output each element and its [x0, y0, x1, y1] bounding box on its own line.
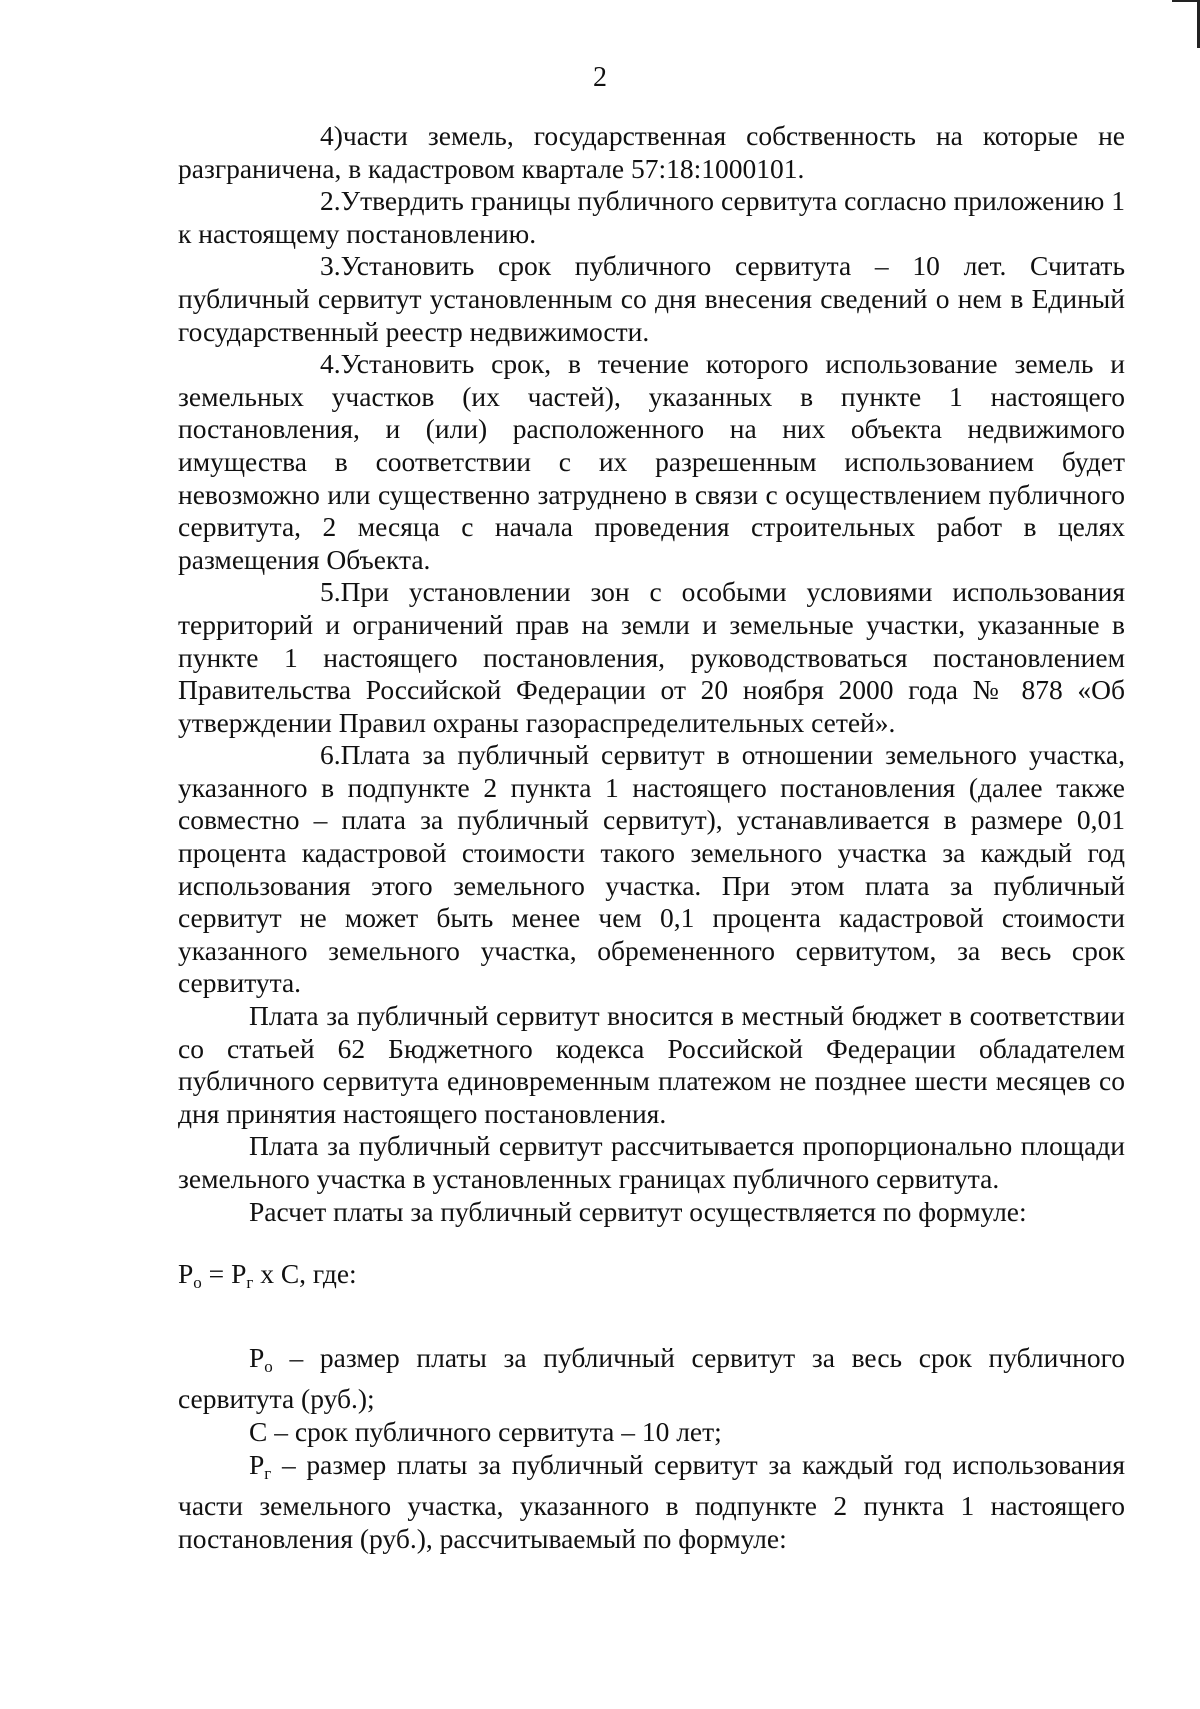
clause-text: Установить срок публичного сервитута – 10 лет. Считать публичный сервитут установленным со дня внесения сведений о нем в Единый государственный реестр недвижимости.	[178, 250, 1125, 347]
formula-lhs: P	[178, 1258, 194, 1290]
pg-symbol: P	[249, 1448, 265, 1480]
clause-number: 4.	[320, 348, 341, 380]
clause-number: 6.	[320, 739, 341, 771]
clause-text: При установлении зон с особыми условиями использования территорий и ограничений прав на земли и земельные участки, указанные в пункте 1 настоящего постановления, руководствоваться постановлением Правительства Российской Федерации от 20 ноября 2000 года № 878 «Об утверждении Правил охраны газораспределительных сетей».	[178, 576, 1125, 738]
paragraph-2	[178, 185, 1125, 250]
item-number: 4)	[320, 120, 343, 151]
definition-c: С – срок публичного сервитута – 10 лет;	[249, 1415, 722, 1447]
formula-po	[178, 1258, 1125, 1300]
clause-text: Утвердить границы публичного сервитута согласно приложению 1 к настоящему постановлению.	[178, 185, 1125, 249]
po-symbol: P	[249, 1341, 265, 1373]
page-number: 2	[593, 62, 607, 93]
formula-rhs-sub: г	[246, 1273, 254, 1293]
definition-po	[178, 1342, 1125, 1416]
pg-text: – размер платы за публичный сервитут за каждый год использования части земельного участка, указанного в подпункте 2 пункта 1 настоящего постановления (руб.), рассчитываемый по формуле:	[178, 1448, 1125, 1554]
scan-edge-mark-top	[1172, 0, 1200, 2]
paragraph-proportional: Плата за публичный сервитут рассчитывается пропорционально площади земельного участка в установленных границах публичного сервитута.	[178, 1130, 1125, 1194]
item-text: части земель, государственная собственность на которые не разграничена, в кадастровом квартале 57:18:1000101.	[178, 120, 1125, 184]
formula-rhs: P	[231, 1258, 247, 1290]
paragraph-4	[178, 348, 1125, 576]
clause-text: Установить срок, в течение которого использование земель и земельных участков (их частей), указанных в пункте 1 настоящего постановления, и (или) расположенного на них объекта недвижимого имущества в соответствии с их разрешенным использованием будет невозможно или существенно затруднено в связи с осуществлением публичного сервитута, 2 месяца с начала проведения строительных работ в целях размещения Объекта.	[178, 348, 1125, 575]
paragraph-calc-intro: Расчет платы за публичный сервитут осуществляется по формуле:	[249, 1195, 1027, 1227]
formula-lhs-sub: о	[193, 1273, 202, 1293]
po-sub: о	[264, 1356, 273, 1376]
paragraph-6	[178, 739, 1125, 1000]
clause-number: 5.	[320, 576, 341, 608]
po-text: – размер платы за публичный сервитут за весь срок публичного сервитута (руб.);	[178, 1341, 1125, 1415]
clause-text: Плата за публичный сервитут в отношении земельного участка, указанного в подпункте 2 пункта 1 настоящего постановления (далее также совместно – плата за публичный сервитут), устанавливается в размере 0,01 процента кадастровой стоимости такого земельного участка за каждый год использования этого земельного участка. При этом плата за публичный сервитут не может быть менее чем 0,1 процента кадастровой стоимости указанного земельного участка, обремененного сервитутом, за весь срок сервитута.	[178, 739, 1125, 999]
paragraph-3	[178, 250, 1125, 348]
paragraph-item-4	[178, 120, 1125, 185]
formula-rest: х С, где:	[253, 1258, 357, 1290]
document-body	[178, 120, 1125, 1555]
pg-sub: г	[264, 1463, 272, 1483]
definition-pg	[178, 1449, 1125, 1556]
paragraph-5	[178, 576, 1125, 739]
clause-number: 2.	[320, 185, 341, 217]
paragraph-budget: Плата за публичный сервитут вносится в местный бюджет в соответствии со статьей 62 Бюджетного кодекса Российской Федерации обладателем публичного сервитута единовременным платежом не позднее шести месяцев со дня принятия настоящего постановления.	[178, 1000, 1125, 1129]
formula-eq: =	[201, 1258, 232, 1290]
clause-number: 3.	[320, 250, 341, 282]
